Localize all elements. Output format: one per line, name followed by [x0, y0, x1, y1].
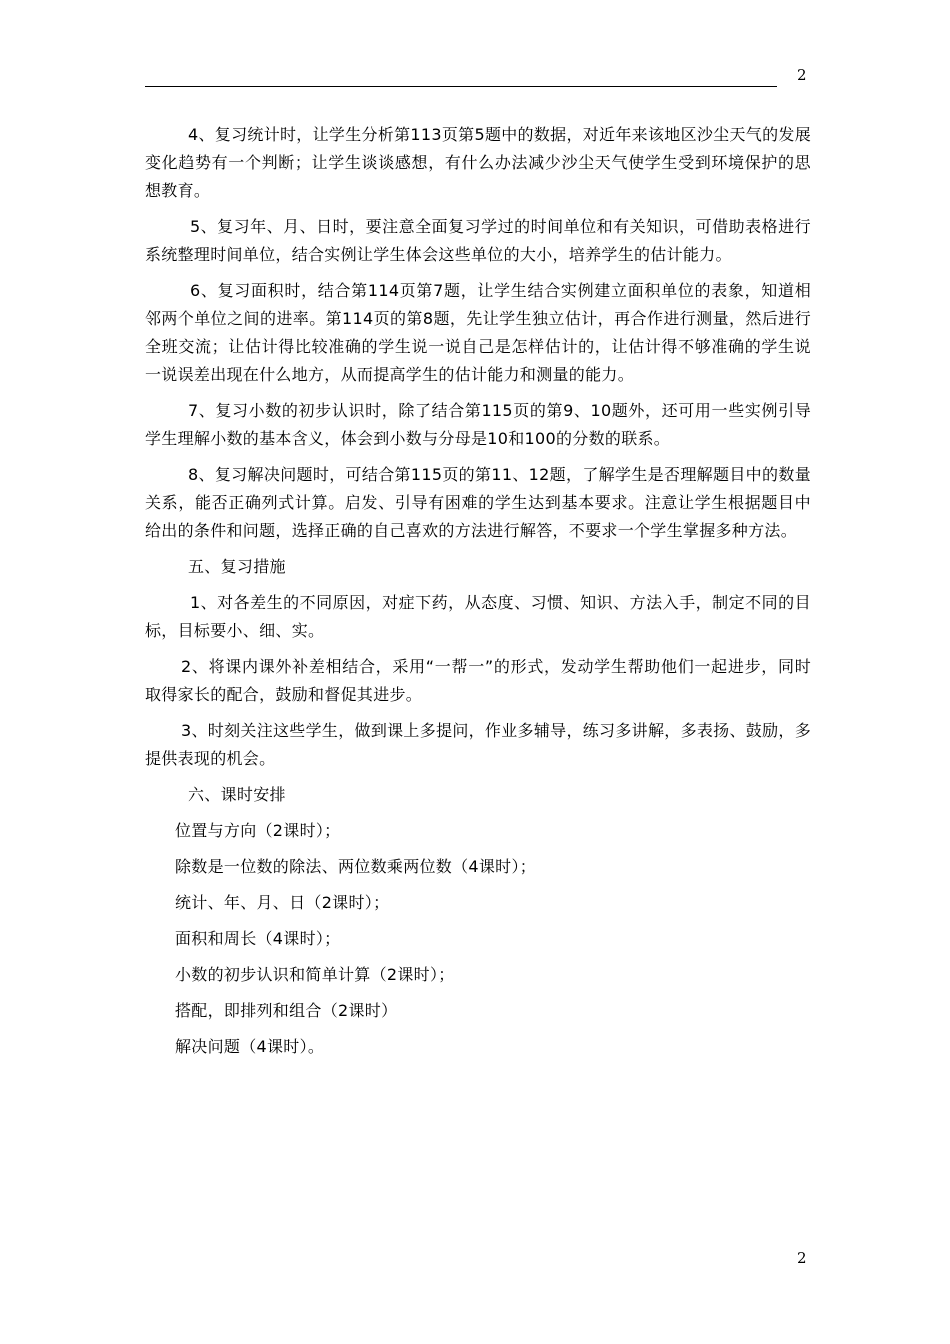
section-six-title: 六、课时安排 — [188, 785, 286, 804]
schedule-item-statistics-calendar: 统计、年、月、日（2课时）； — [175, 893, 390, 912]
schedule-item-combinations: 搭配，即排列和组合（2课时） — [175, 1001, 398, 1020]
schedule-item-division-multiplication: 除数是一位数的除法、两位数乘两位数（4课时）； — [175, 857, 537, 876]
paragraph-review-problem-solving: 8、复习解决问题时，可结合第115页的第11、12题，了解学生是否理解题目中的数量关系，能否正确列式计算。启发、引导有困难的学生达到基本要求。注意让学生根据题目中给出的条件和问题，选择正确的自己喜欢的方法进行解答，不要求一个学生掌握多种方法。 — [145, 465, 811, 540]
footer-page-number: 2 — [797, 1249, 807, 1267]
paragraph-review-area: 6、复习面积时，结合第114页第7题，让学生结合实例建立面积单位的表象，知道相邻两个单位之间的进率。第114页的第8题，先让学生独立估计，再合作进行测量，然后进行全班交流；让估计得比较准确的学生说一说自己是怎样估计的，让估计得不够准确的学生说一说误差出现在什么地方，从而提高学生的估计能力和测量的能力。 — [145, 281, 811, 384]
schedule-item-problem-solving: 解决问题（4课时）。 — [175, 1037, 325, 1056]
paragraph-review-time-units: 5、复习年、月、日时，要注意全面复习学过的时间单位和有关知识，可借助表格进行系统整理时间单位，结合实例让学生体会这些单位的大小，培养学生的估计能力。 — [145, 217, 811, 264]
paragraph-review-statistics: 4、复习统计时，让学生分析第113页第5题中的数据，对近年来该地区沙尘天气的发展变化趋势有一个判断；让学生谈谈感想，有什么办法减少沙尘天气使学生受到环境保护的思想教育。 — [145, 125, 811, 200]
header-page-number: 2 — [797, 66, 807, 84]
schedule-item-decimals: 小数的初步认识和简单计算（2课时）； — [175, 965, 455, 984]
measure-item-1: 1、对各差生的不同原因，对症下药，从态度、习惯、知识、方法入手，制定不同的目标，目标要小、细、实。 — [145, 593, 811, 640]
measure-item-3: 3、时刻关注这些学生，做到课上多提问，作业多辅导，练习多讲解，多表扬、鼓励，多提供表现的机会。 — [145, 721, 811, 768]
section-five-title: 五、复习措施 — [188, 557, 286, 576]
schedule-item-area-perimeter: 面积和周长（4课时）； — [175, 929, 341, 948]
document-body — [145, 121, 811, 1069]
measure-item-2: 2、将课内课外补差相结合，采用“一帮一”的形式，发动学生帮助他们一起进步，同时取得家长的配合，鼓励和督促其进步。 — [145, 657, 811, 704]
header-rule — [145, 86, 777, 87]
paragraph-review-decimals: 7、复习小数的初步认识时，除了结合第115页的第9、10题外，还可用一些实例引导学生理解小数的基本含义，体会到小数与分母是10和100的分数的联系。 — [145, 401, 811, 448]
schedule-item-position-direction: 位置与方向（2课时）； — [175, 821, 341, 840]
